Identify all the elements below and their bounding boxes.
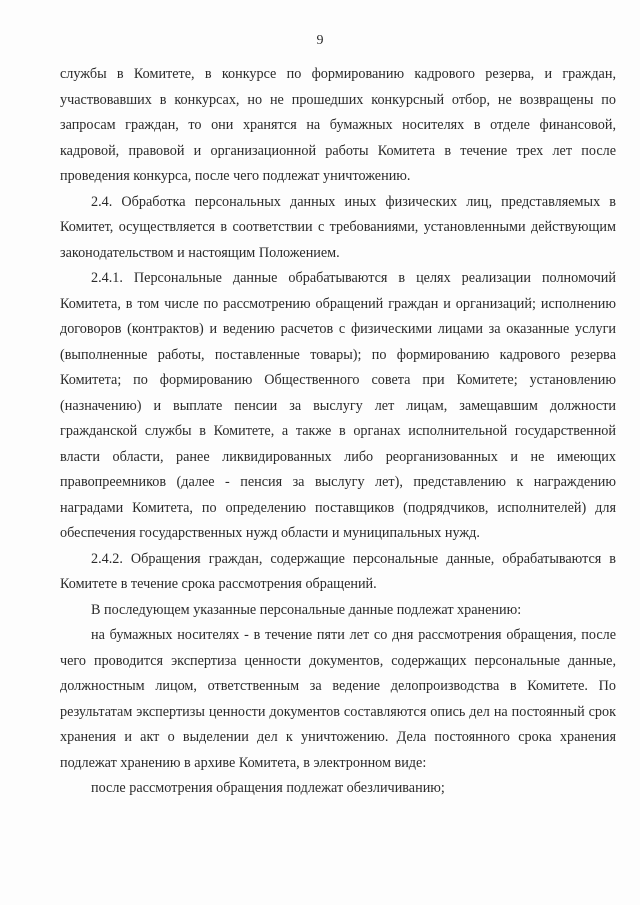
paragraph-storage-intro: В последующем указанные персональные данные подлежат хранению:: [91, 601, 522, 618]
document-body: [60, 62, 616, 802]
page-number: 9: [316, 33, 324, 48]
paragraph-continuation: службы в Комитете, в конкурсе по формированию кадрового резерва, и граждан, участвовавших в конкурсах, но не прошедших конкурсный отбор, не возвращены по запросам граждан, то они хранятся на бумажных носителях в отделе финансовой, кадровой, правовой и организационной работы Комитета в течение трех лет после проведения конкурса, после чего подлежат уничтожению.: [60, 66, 616, 184]
paragraph-depersonalization: после рассмотрения обращения подлежат обезличиванию;: [91, 780, 445, 796]
paragraph-2-4: 2.4. Обработка персональных данных иных физических лиц, представляемых в Комитет, осуществляется в соответствии с требованиями, установленными действующим законодательством и настоящим Положением.: [60, 193, 616, 261]
paragraph-2-4-1: 2.4.1. Персональные данные обрабатываются в целях реализации полномочий Комитета, в том числе по рассмотрению обращений граждан и организаций; исполнению договоров (контрактов) и ведению расчетов с физическими лицами за оказанные услуги (выполненные работы, поставленные товары); по формированию кадрового резерва Комитета; по формированию Общественного совета при Комитете; установлению (назначению) и выплате пенсии за выслугу лет лицам, замещавшим должности гражданской службы в Комитете, а также в органах исполнительной государственной власти области, ранее ликвидированных либо реорганизованных и не имеющих правопреемников (далее - пенсия за выслугу лет), представлению к награждению наградами Комитета, по определению поставщиков (подрядчиков, исполнителей) для обеспечения государственных нужд области и муниципальных нужд.: [60, 270, 616, 541]
paragraph-paper-storage: на бумажных носителях - в течение пяти лет со дня рассмотрения обращения, после чего проводится экспертиза ценности документов, содержащих персональные данные, должностным лицом, ответственным за ведение делопроизводства в Комитете. По результатам экспертизы ценности документов составляются опись дел на постоянный срок хранения и акт о выделении дел к уничтожению. Дела постоянного срока хранения подлежат хранению в архиве Комитета, в электронном виде:: [60, 627, 616, 771]
paragraph-2-4-2: 2.4.2. Обращения граждан, содержащие персональные данные, обрабатываются в Комитете в течение срока рассмотрения обращений.: [60, 550, 616, 592]
